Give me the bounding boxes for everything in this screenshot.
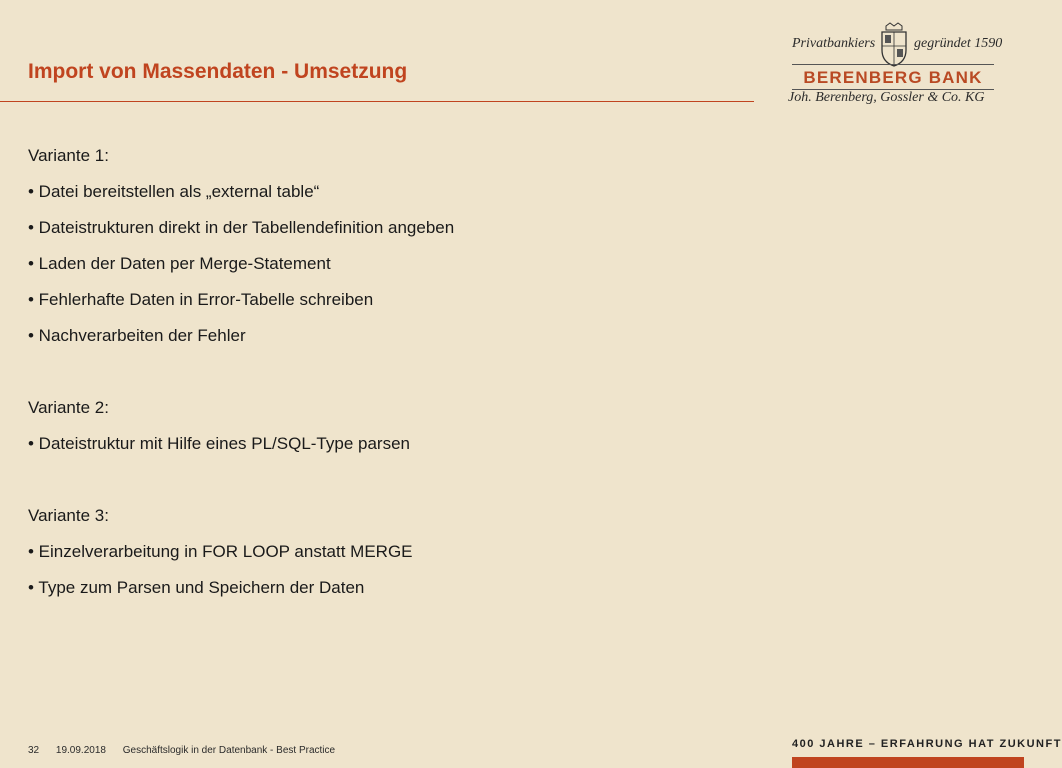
berenberg-logo — [780, 18, 1004, 118]
slide-body — [28, 146, 748, 614]
variant-3-heading: Variante 3: — [28, 506, 109, 525]
variant-1-heading: Variante 1: — [28, 146, 109, 165]
bullet-item: • Type zum Parsen und Speichern der Daten — [28, 578, 365, 597]
footer-accent-bar — [792, 757, 1024, 768]
logo-rule-top — [792, 64, 994, 65]
bear-crest-icon — [876, 22, 912, 68]
footer-date: 19.09.2018 — [55, 745, 106, 756]
bullet-item: • Datei bereitstellen als „external table“ — [28, 182, 320, 201]
title-underline — [0, 101, 754, 102]
slide-footer — [28, 745, 349, 756]
bullet-item: • Dateistruktur mit Hilfe eines PL/SQL-Type parsen — [28, 434, 410, 453]
bullet-item: • Laden der Daten per Merge-Statement — [28, 254, 331, 273]
logo-tagline-right: gegründet 1590 — [914, 36, 1003, 51]
spacer — [28, 362, 748, 398]
bullet-item: • Dateistrukturen direkt in der Tabellendefinition angeben — [28, 218, 455, 237]
logo-bank-name: BERENBERG BANK — [803, 68, 983, 87]
variant-2-heading: Variante 2: — [28, 398, 109, 417]
footer-slogan: 400 JAHRE – ERFAHRUNG HAT ZUKUNFT — [792, 738, 1062, 750]
spacer — [28, 470, 748, 506]
bullet-item: • Nachverarbeiten der Fehler — [28, 326, 246, 345]
page-number: 32 — [28, 745, 40, 756]
logo-tagline-left: Privatbankiers — [792, 36, 876, 51]
footer-text: Geschäftslogik in der Datenbank - Best Practice — [122, 745, 336, 756]
bullet-item: • Fehlerhafte Daten in Error-Tabelle schreiben — [28, 290, 374, 309]
bullet-item: • Einzelverarbeitung in FOR LOOP anstatt MERGE — [28, 542, 413, 561]
slide-title: Import von Massendaten - Umsetzung — [28, 60, 408, 83]
logo-partners: Joh. Berenberg, Gossler & Co. KG — [788, 90, 985, 105]
